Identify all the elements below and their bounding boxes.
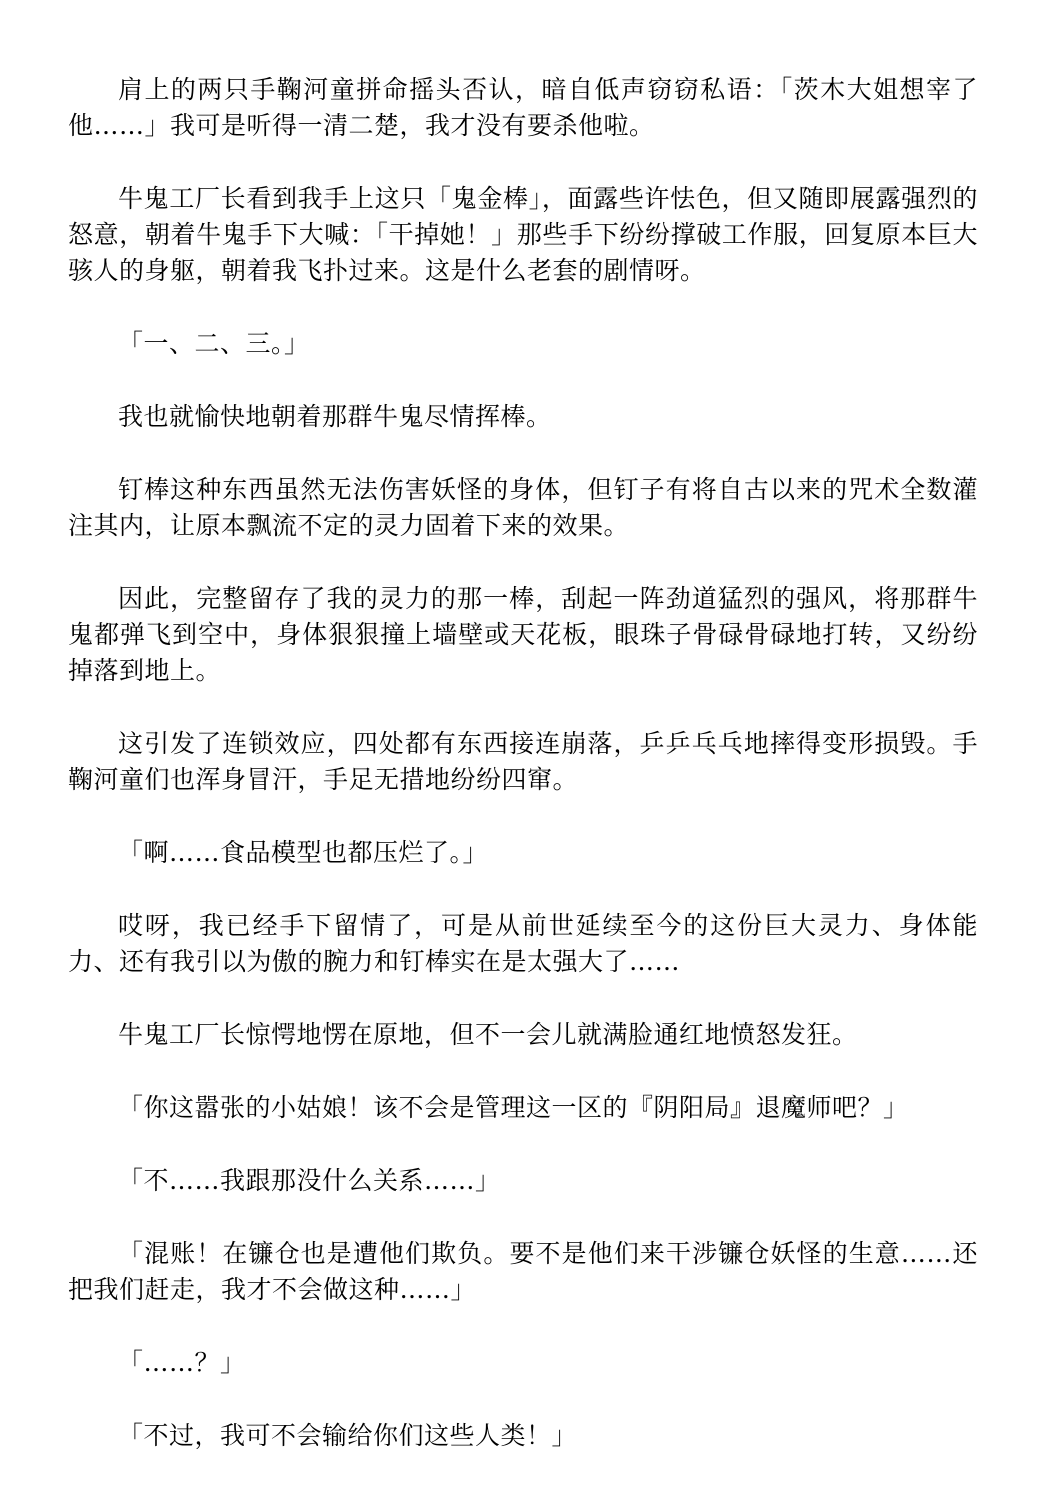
paragraph-8: 「啊……食品模型也都压烂了。」: [118, 838, 489, 867]
paragraph-14: 「……？」: [118, 1348, 246, 1377]
paragraph-11: 「你这嚣张的小姑娘！该不会是管理这一区的『阴阳局』退魔师吧？」: [118, 1093, 909, 1122]
paragraph-7: 这引发了连锁效应，四处都有东西接连崩落，乒乒乓乓地摔得变形损毁。手鞠河童们也浑身冒汗，手足无措地纷纷四窜。: [68, 729, 978, 794]
paragraph-4: 我也就愉快地朝着那群牛鬼尽情挥棒。: [118, 402, 552, 431]
document-page: [68, 72, 978, 1491]
paragraph-2: 牛鬼工厂长看到我手上这只「鬼金棒」，面露些许怯色，但又随即展露强烈的怒意，朝着牛鬼手下大喊：「干掉她！」那些手下纷纷撑破工作服，回复原本巨大骇人的身躯，朝着我飞扑过来。这是什么老套的剧情呀。: [68, 184, 978, 285]
paragraph-10: 牛鬼工厂长惊愕地愣在原地，但不一会儿就满脸通红地愤怒发狂。: [118, 1020, 858, 1049]
paragraph-15: 「不过，我可不会输给你们这些人类！」: [118, 1421, 578, 1450]
paragraph-5: 钉棒这种东西虽然无法伤害妖怪的身体，但钉子有将自古以来的咒术全数灌注其内，让原本飘流不定的灵力固着下来的效果。: [68, 475, 978, 540]
paragraph-3: 「一、二、三。」: [118, 329, 310, 358]
paragraph-9: 哎呀，我已经手下留情了，可是从前世延续至今的这份巨大灵力、身体能力、还有我引以为傲的腕力和钉棒实在是太强大了……: [68, 911, 978, 976]
paragraph-12: 「不……我跟那没什么关系……」: [118, 1166, 501, 1195]
paragraph-13: 「混账！在镰仓也是遭他们欺负。要不是他们来干涉镰仓妖怪的生意……还把我们赶走，我才不会做这种……」: [68, 1239, 978, 1304]
paragraph-1: 肩上的两只手鞠河童拼命摇头否认，暗自低声窃窃私语：「茨木大姐想宰了他……」我可是听得一清二楚，我才没有要杀他啦。: [68, 75, 978, 140]
paragraph-6: 因此，完整留存了我的灵力的那一棒，刮起一阵劲道猛烈的强风，将那群牛鬼都弹飞到空中，身体狠狠撞上墙壁或天花板，眼珠子骨碌骨碌地打转，又纷纷掉落到地上。: [68, 584, 978, 685]
